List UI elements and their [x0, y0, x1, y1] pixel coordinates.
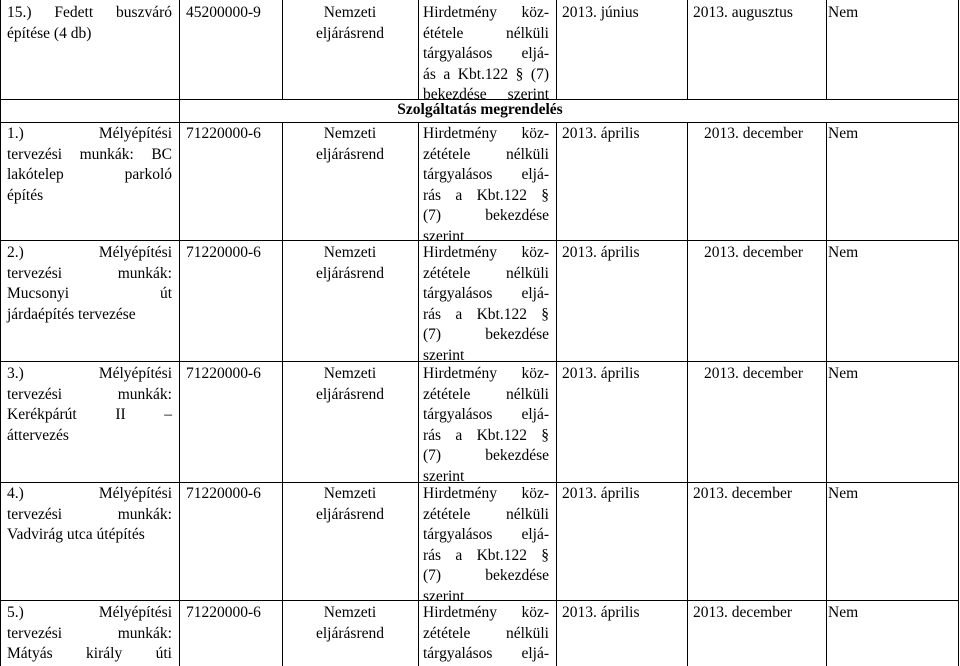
scope-line: eljárásrend [316, 385, 384, 403]
procedure-line: tárgyalásos eljá- [423, 166, 549, 184]
end-date: 2013. december [693, 604, 792, 621]
project-cell [7, 364, 172, 446]
cpv-code: 71220000-6 [186, 365, 261, 382]
procedure-line: szerint [423, 587, 465, 605]
flag-value: Nem [828, 125, 859, 142]
cpv-code: 45200000-9 [186, 4, 261, 21]
project-line: építése (4 db) [7, 24, 92, 42]
project-line: járdaépítés tervezése [7, 305, 136, 323]
flag-value: Nem [828, 244, 859, 261]
flag-value: Nem [828, 365, 859, 382]
project-line: tervezési munkák: [7, 505, 172, 523]
project-line: építés [7, 186, 44, 204]
scope-line: eljárásrend [316, 145, 384, 163]
project-cell [7, 124, 172, 206]
project-line: Kerékpárút II – [7, 406, 172, 424]
cpv-code: 71220000-6 [186, 485, 261, 502]
project-line: tervezési munkák: BC [7, 145, 172, 163]
start-date: 2013. június [562, 4, 639, 21]
procedure-line: (7) bekezdése [423, 326, 549, 344]
procedure-line: szerint [423, 346, 465, 364]
scope-cell [282, 3, 418, 44]
table-row [0, 240, 959, 364]
project-line: Vadvirág utca útépítés [7, 526, 145, 544]
procedure-line: Hirdetmény köz- [423, 365, 549, 382]
procedure-cell [423, 3, 549, 106]
procedure-line: ás a Kbt.122 § (7) [423, 65, 549, 83]
start-date: 2013. április [562, 485, 640, 502]
project-cell [7, 603, 172, 665]
scope-line: Nemzeti [323, 365, 377, 382]
procedure-cell [423, 364, 549, 488]
procedure-line: rás a Kbt.122 § [423, 426, 549, 444]
procedure-line: zétételе nélküli [423, 505, 549, 523]
procedure-line: rás a Kbt.122 § [423, 186, 549, 204]
project-line: 1.) Mélyépítési [7, 125, 172, 142]
project-line: áttervezés [7, 426, 69, 444]
cpv-code: 71220000-6 [186, 125, 261, 142]
table-row [0, 482, 959, 605]
end-date: 2013. december [704, 244, 803, 261]
procedure-line: tárgyalásos eljá- [423, 526, 549, 544]
scope-line: eljárásrend [316, 24, 384, 42]
flag-value: Nem [828, 485, 859, 502]
project-line: 2.) Mélyépítési [7, 244, 172, 261]
procedure-line: zétételе nélküli [423, 385, 549, 403]
procedure-line: szerint [423, 227, 465, 245]
procedure-line: (7) bekezdése [423, 207, 549, 225]
procedure-line: ététele nélküli [423, 24, 549, 42]
procedure-line: bekezdése szerint [423, 86, 549, 104]
scope-line: Nemzeti [323, 485, 377, 502]
project-line: 3.) Mélyépítési [7, 365, 172, 382]
procedure-cell [423, 124, 549, 248]
scope-line: eljárásrend [316, 264, 384, 282]
start-date: 2013. április [562, 604, 640, 621]
procedure-line: Hirdetmény köz- [423, 604, 549, 621]
start-date: 2013. április [562, 365, 640, 382]
flag-value: Nem [828, 604, 859, 621]
end-date: 2013. december [693, 485, 792, 502]
start-date: 2013. április [562, 244, 640, 261]
cpv-code: 71220000-6 [186, 604, 261, 621]
project-line: Mucsonyi út [7, 285, 172, 303]
table-row [0, 600, 959, 666]
procedure-line: tárgyalásos eljá- [423, 285, 549, 303]
project-cell [7, 3, 172, 44]
project-line: tervezési munkák: [7, 624, 172, 642]
procedure-line: Hirdetmény köz- [423, 244, 549, 261]
procedure-line: szerint [423, 467, 465, 485]
scope-line: Nemzeti [323, 604, 377, 621]
procedure-line: tárgyalásos eljá- [423, 645, 549, 663]
procedure-line: zétételе nélküli [423, 145, 549, 163]
end-date: 2013. december [704, 125, 803, 142]
procedure-line: zétételе nélküli [423, 624, 549, 642]
project-line: Mátyás király úti [7, 645, 172, 663]
project-cell [7, 484, 172, 546]
procedure-line: (7) bekezdése [423, 567, 549, 585]
scope-cell [282, 364, 418, 405]
project-cell [7, 243, 172, 325]
procedure-line: Hirdetmény köz- [423, 4, 549, 21]
start-date: 2013. április [562, 125, 640, 142]
scope-cell [282, 484, 418, 525]
project-line: 5.) Mélyépítési [7, 604, 172, 621]
table-row [0, 361, 959, 485]
procedure-line: tárgyalásos eljá- [423, 406, 549, 424]
procedure-line: rás a Kbt.122 § [423, 546, 549, 564]
scope-cell [282, 603, 418, 644]
scope-line: eljárásrend [316, 505, 384, 523]
procedure-line: (7) bekezdése [423, 447, 549, 465]
scope-cell [282, 243, 418, 284]
procedure-line: rás a Kbt.122 § [423, 305, 549, 323]
table-row [0, 0, 959, 104]
project-line: lakótelep parkoló [7, 166, 172, 184]
scope-cell [282, 124, 418, 165]
procedure-cell [423, 484, 549, 608]
project-line: tervezési munkák: [7, 264, 172, 282]
procedure-cell [423, 243, 549, 367]
scope-line: Nemzeti [323, 244, 377, 261]
scope-line: eljárásrend [316, 624, 384, 642]
project-line: 4.) Mélyépítési [7, 485, 172, 502]
flag-value: Nem [828, 4, 859, 21]
procedure-line: Hirdetmény köz- [423, 125, 549, 142]
table-row [0, 122, 959, 245]
cpv-code: 71220000-6 [186, 244, 261, 261]
project-line: 15.) Fedett buszváró [7, 4, 172, 21]
scope-line: Nemzeti [323, 125, 377, 142]
end-date: 2013. augusztus [693, 4, 793, 21]
procedure-line: zétételе nélküli [423, 264, 549, 282]
procedure-line: tárgyalásos eljá- [423, 45, 549, 63]
section-header: Szolgáltatás megrendelés [397, 101, 563, 118]
project-line: tervezési munkák: [7, 385, 172, 403]
end-date: 2013. december [704, 365, 803, 382]
procedure-line: Hirdetmény köz- [423, 485, 549, 502]
procedure-cell [423, 603, 549, 665]
scope-line: Nemzeti [323, 4, 377, 21]
